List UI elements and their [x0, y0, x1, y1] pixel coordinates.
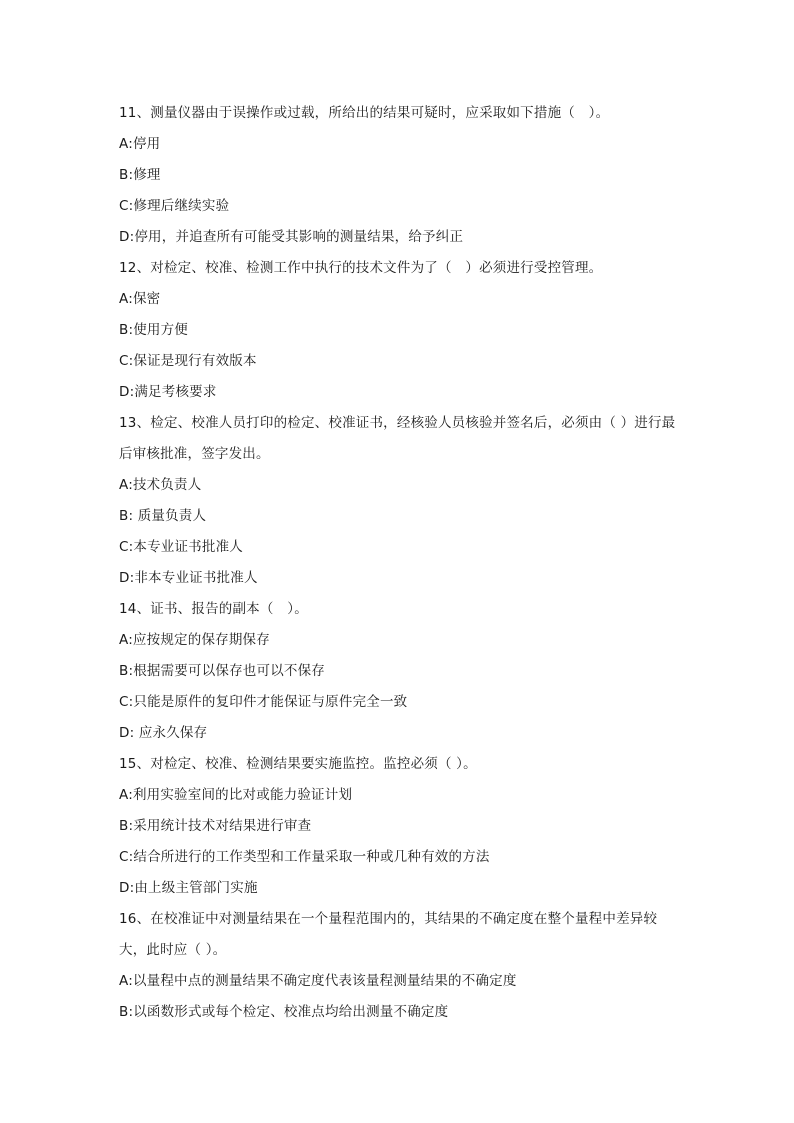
option-b: B:以函数形式或每个检定、校准点均给出测量不确定度: [119, 1004, 449, 1020]
question-11: [119, 98, 679, 253]
option-b: B:使用方便: [119, 322, 189, 338]
option-d: D:满足考核要求: [119, 384, 217, 400]
question-text: 14、证书、报告的副本（ ）。: [119, 601, 308, 617]
option-b: B:根据需要可以保存也可以不保存: [119, 663, 326, 679]
option-a: A:利用实验室间的比对或能力验证计划: [119, 787, 353, 803]
question-text: 16、在校准证中对测量结果在一个量程范围内的，其结果的不确定度在整个量程中差异较大，此时应（ ）。: [119, 911, 658, 958]
question-13: [119, 408, 679, 594]
option-a: A:技术负责人: [119, 477, 202, 493]
option-b: B:修理: [119, 167, 161, 183]
option-c: C:修理后继续实验: [119, 198, 230, 214]
option-c: C:只能是原件的复印件才能保证与原件完全一致: [119, 694, 408, 710]
option-c: C:保证是现行有效版本: [119, 353, 257, 369]
question-14: [119, 594, 679, 749]
question-text: 15、对检定、校准、检测结果要实施监控。监控必须（ ）。: [119, 756, 477, 772]
question-16: [119, 904, 679, 1028]
question-15: [119, 749, 679, 904]
option-d: D:非本专业证书批准人: [119, 570, 258, 586]
option-a: A:以量程中点的测量结果不确定度代表该量程测量结果的不确定度: [119, 973, 517, 989]
option-c: C:本专业证书批准人: [119, 539, 243, 555]
question-12: [119, 253, 679, 408]
option-a: A:应按规定的保存期保存: [119, 632, 270, 648]
option-d: D:停用，并追查所有可能受其影响的测量结果，给予纠正: [119, 229, 464, 245]
option-a: A:停用: [119, 136, 161, 152]
question-text: 12、对检定、校准、检测工作中执行的技术文件为了（ ）必须进行受控管理。: [119, 260, 603, 276]
question-text: 11、测量仪器由于误操作或过载，所给出的结果可疑时，应采取如下措施（ ）。: [119, 105, 610, 121]
option-b: B:采用统计技术对结果进行审查: [119, 818, 312, 834]
option-d: D: 应永久保存: [119, 725, 208, 741]
option-d: D:由上级主管部门实施: [119, 880, 258, 896]
document-page: [119, 98, 679, 1028]
question-text: 13、检定、校准人员打印的检定、校准证书，经核验人员核验并签名后，必须由（ ）进行最后审核批准，签字发出。: [119, 415, 676, 462]
option-c: C:结合所进行的工作类型和工作量采取一种或几种有效的方法: [119, 849, 490, 865]
option-b: B: 质量负责人: [119, 508, 207, 524]
option-a: A:保密: [119, 291, 161, 307]
